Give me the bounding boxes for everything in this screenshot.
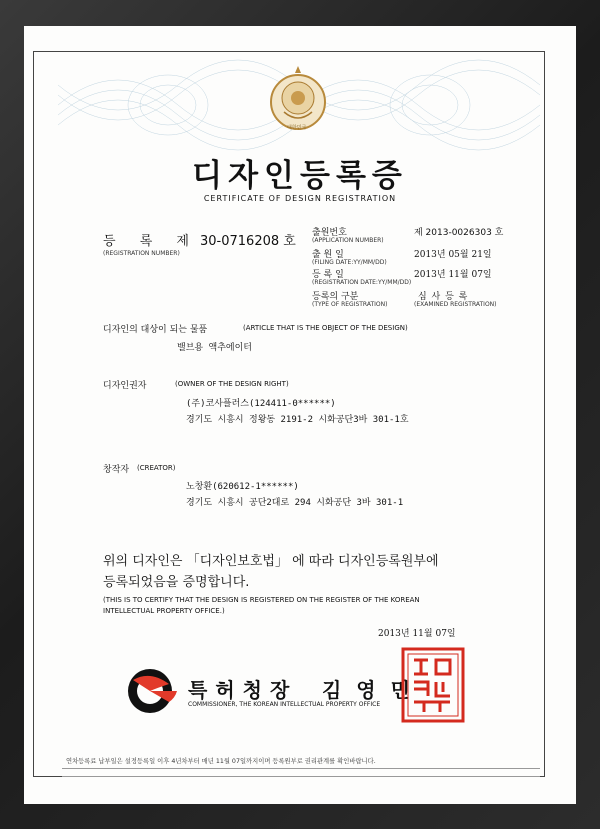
certify-date: 2013년 11월 07일 (378, 629, 456, 639)
registration-label: 등 록 제 (103, 234, 199, 249)
seal-text: 대한민국 (287, 125, 307, 131)
field-label-type: 등록의 구분 (312, 292, 359, 302)
field-value-type: 심 사 등 록 (418, 292, 469, 302)
field-label-registration-date: 등 록 일 (312, 270, 344, 280)
field-value-application: 제 2013-0026303 호 (414, 228, 504, 238)
field-value-filing: 2013년 05월 21일 (414, 250, 492, 260)
commissioner-title: 특허청장 (188, 678, 298, 702)
field-label-type-en: (TYPE OF REGISTRATION) (312, 301, 388, 308)
field-label-filing: 출 원 일 (312, 250, 344, 260)
field-label-filing-en: (FILING DATE:YY/MM/DD) (312, 259, 387, 266)
owner-label-en: (OWNER OF THE DESIGN RIGHT) (175, 380, 289, 388)
field-value-type-en: (EXAMINED REGISTRATION) (414, 301, 497, 308)
article-label: 디자인의 대상이 되는 물품 (103, 325, 208, 335)
owner-name: (주)코사플러스(124411-0******) (186, 399, 336, 409)
creator-name: 노창환(620612-1******) (186, 482, 299, 492)
footer-note: 연차등록료 납부일은 설정등록일 이후 4년차부터 매년 11월 07일까지이며 등록원부로 권리관계를 확인바랍니다. (66, 758, 376, 765)
field-value-registration-date: 2013년 11월 07일 (414, 270, 492, 280)
field-label-application: 출원번호 (312, 228, 347, 238)
article-label-en: (ARTICLE THAT IS THE OBJECT OF THE DESIGN) (243, 324, 408, 332)
creator-address: 경기도 시흥시 공단2대로 294 시화공단 3바 301-1 (186, 498, 404, 508)
certify-en-2: INTELLECTUAL PROPERTY OFFICE.) (103, 607, 225, 615)
owner-address: 경기도 시흥시 정왕동 2191-2 시화공단3바 301-1호 (186, 415, 409, 425)
footer-bottom-divider (62, 776, 540, 777)
registration-label-en: (REGISTRATION NUMBER) (103, 250, 180, 257)
certify-line-1: 위의 디자인은 「디자인보호법」 에 따라 디자인등록원부에 (103, 554, 439, 569)
commissioner-title-en: COMMISSIONER, THE KOREAN INTELLECTUAL PROPERTY OFFICE (188, 701, 381, 708)
owner-label: 디자인권자 (103, 381, 147, 391)
certificate-subtitle: CERTIFICATE OF DESIGN REGISTRATION (203, 194, 397, 203)
registration-number: 30-0716208 호 (200, 234, 296, 249)
field-label-registration-date-en: (REGISTRATION DATE:YY/MM/DD) (312, 279, 412, 286)
certify-en-1: (THIS IS TO CERTIFY THAT THE DESIGN IS REGISTERED ON THE REGISTER OF THE KOREAN (103, 596, 420, 604)
footer-divider (62, 768, 540, 769)
creator-label-en: (CREATOR) (137, 464, 176, 472)
certificate-title: 디자인등록증 (192, 158, 408, 194)
field-label-application-en: (APPLICATION NUMBER) (312, 237, 384, 244)
creator-label: 창작자 (103, 465, 130, 475)
kipo-logo-icon (119, 666, 181, 716)
article-value: 밸브용 액추에이터 (177, 343, 252, 353)
official-seal-stamp (400, 646, 466, 724)
commissioner-name: 김 영 민 (322, 678, 414, 702)
certify-line-2: 등록되었음을 증명합니다. (103, 575, 250, 590)
